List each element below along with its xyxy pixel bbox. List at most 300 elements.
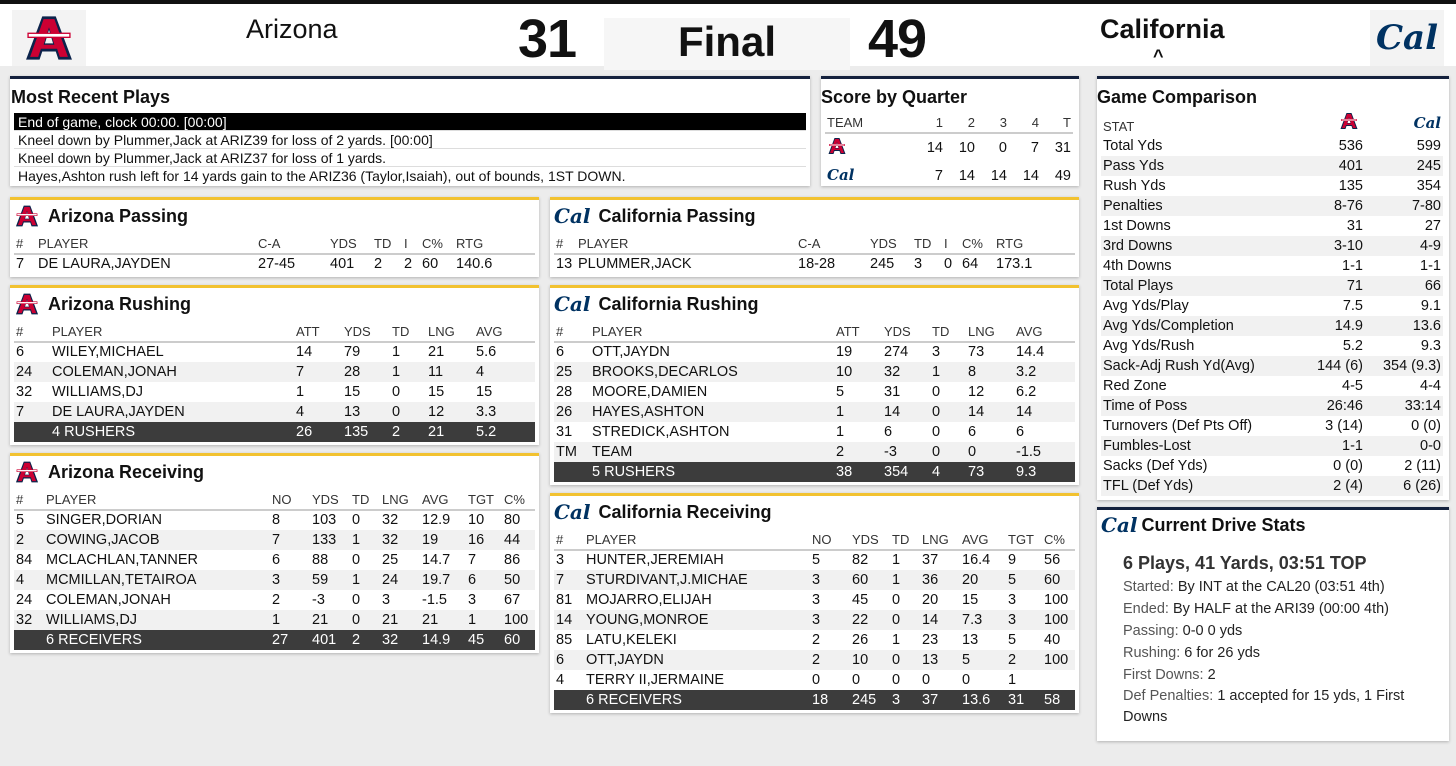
arizona-stat-value: 71	[1283, 276, 1365, 296]
arizona-stat-value: 1-1	[1342, 257, 1363, 274]
player-name[interactable]: YOUNG,MONROE	[584, 610, 810, 630]
stat-name: 4th Downs	[1103, 257, 1172, 274]
score-by-quarter-title: Score by Quarter	[821, 87, 968, 107]
total-cell: 38	[834, 462, 882, 482]
cal-logo-icon: Cal	[554, 204, 591, 228]
col-header: #	[554, 234, 576, 254]
section-title: Arizona Rushing	[48, 294, 191, 314]
stat-cell: 6	[554, 650, 584, 670]
section-title: Arizona Receiving	[48, 462, 205, 482]
arizona-stat-value: 5.2	[1342, 337, 1363, 354]
stat-name: 1st Downs	[1103, 217, 1171, 234]
stat-cell: 88	[312, 551, 329, 568]
play-item[interactable]: End of game, clock 00:00. [00:00]	[14, 113, 806, 131]
stat-name: Avg Yds/Play	[1103, 297, 1189, 314]
table-row	[14, 362, 535, 382]
table-row	[14, 590, 535, 610]
california-passing-card	[550, 197, 1079, 277]
col-header: TGT	[1006, 530, 1042, 550]
stat-cell: 15	[428, 383, 445, 400]
comparison-row	[1101, 176, 1443, 196]
drive-first-downs: 2	[1207, 667, 1216, 683]
game-comparison-title: Game Comparison	[1097, 87, 1258, 107]
cal-logo-icon: Cal	[554, 292, 591, 316]
stat-cell: 19	[420, 530, 466, 550]
total-cell: 45	[466, 630, 502, 650]
play-item[interactable]: Kneel down by Plummer,Jack at ARIZ39 for loss of 2 yards. [00:00]	[14, 131, 806, 149]
comparison-row	[1101, 336, 1443, 356]
stat-cell: 0	[922, 671, 931, 688]
arizona-stat-value: 144 (6)	[1283, 356, 1365, 376]
col-header: TGT	[466, 490, 502, 510]
stat-cell: 15	[962, 591, 979, 608]
stat-cell: 0	[932, 423, 941, 440]
california-stat-value: 2 (11)	[1404, 457, 1441, 474]
table-row	[14, 342, 535, 362]
col-header: #	[14, 490, 44, 510]
california-stat-value: 245	[1365, 156, 1443, 176]
stat-cell: 21	[310, 610, 350, 630]
comparison-row	[1101, 356, 1443, 376]
total-cell	[554, 462, 590, 482]
comparison-row	[1101, 436, 1443, 456]
col-header: TD	[930, 322, 966, 342]
stat-cell: 3	[812, 591, 821, 608]
player-name[interactable]: HAYES,ASHTON	[590, 402, 834, 422]
stat-cell: 5	[1006, 570, 1042, 590]
col-header: C-A	[256, 234, 328, 254]
drive-rushing: 6 for 26 yds	[1184, 645, 1261, 661]
total-cell: 60	[502, 630, 535, 650]
total-cell: 245	[850, 690, 890, 710]
player-name[interactable]: STREDICK,ASHTON	[592, 423, 730, 440]
total-cell: 58	[1042, 690, 1075, 710]
away-score: 31	[518, 9, 577, 69]
stat-cell: 5	[836, 383, 845, 400]
quarter-score: 14	[1022, 167, 1039, 184]
total-cell: 26	[294, 422, 342, 442]
col-header: PLAYER	[584, 530, 810, 550]
col-header: PLAYER	[576, 234, 796, 254]
stat-cell: 2	[374, 256, 383, 272]
stat-cell: 1	[836, 423, 845, 440]
stat-cell: 15	[344, 383, 361, 400]
drive-ended: By HALF at the ARI39 (00:00 4th)	[1173, 601, 1390, 617]
stat-name: Total Plays	[1101, 276, 1283, 296]
drive-penalties: 1 accepted for 15 yds, 1 First Downs	[1123, 688, 1405, 725]
col-header: #	[14, 322, 50, 342]
stat-cell: 2	[272, 591, 281, 608]
player-name[interactable]: STURDIVANT,J.MICHAE	[584, 570, 810, 590]
quarter-score: 10	[958, 140, 975, 156]
game-comparison-card	[1097, 76, 1449, 500]
cal-logo-icon: Cal	[1413, 114, 1441, 132]
stat-cell: 401	[330, 256, 355, 272]
player-name[interactable]: PLUMMER,JACK	[578, 256, 692, 272]
player-name[interactable]: COLEMAN,JONAH	[46, 591, 171, 608]
table-row	[14, 254, 535, 274]
comparison-row	[1101, 416, 1443, 436]
col-header: AVG	[474, 322, 535, 342]
drive-passing: 0-0 0 yds	[1182, 623, 1243, 639]
stat-cell: 7.3	[960, 610, 1006, 630]
col-header: C%	[960, 234, 994, 254]
table-row	[554, 610, 1075, 630]
stat-cell: 0	[392, 383, 401, 400]
stat-cell: 40	[1044, 631, 1061, 648]
col-header: C-A	[796, 234, 868, 254]
stat-cell: 10	[834, 362, 882, 382]
stat-cell: 8	[966, 362, 1014, 382]
section-title: California Rushing	[598, 294, 759, 314]
stats-table	[14, 490, 535, 650]
table-row	[14, 570, 535, 590]
stat-cell: 0	[962, 671, 971, 688]
stat-name: Sack-Adj Rush Yd(Avg)	[1101, 356, 1283, 376]
table-row	[14, 530, 535, 550]
player-name[interactable]: MCLACHLAN,TANNER	[46, 551, 199, 568]
stat-cell: 100	[1044, 591, 1069, 608]
comparison-row	[1101, 156, 1443, 176]
col-header: YDS	[342, 322, 390, 342]
stat-cell: 64	[962, 256, 979, 272]
stat-cell: 1	[270, 610, 310, 630]
quarter-score: 14	[958, 167, 975, 184]
stat-cell: 1	[296, 383, 305, 400]
col-header: TD	[372, 234, 402, 254]
col-header: TD	[912, 234, 942, 254]
stat-cell: 0	[890, 650, 920, 670]
california-rushing-card	[550, 285, 1079, 485]
arizona-rushing-card	[10, 285, 539, 445]
stat-cell: 32	[380, 530, 420, 550]
stat-name: Sacks (Def Yds)	[1103, 457, 1208, 474]
california-stat-value: 9.3	[1420, 337, 1441, 354]
stat-cell: 37	[922, 552, 939, 568]
col-header: ATT	[294, 322, 342, 342]
player-name[interactable]: HUNTER,JEREMIAH	[586, 552, 724, 568]
player-name[interactable]: MOORE,DAMIEN	[592, 383, 708, 400]
stat-cell: 6.2	[1016, 383, 1037, 400]
stat-cell: 5.6	[476, 344, 497, 360]
total-cell: 401	[310, 630, 350, 650]
col-header: YDS	[328, 234, 372, 254]
stat-cell: 14	[882, 402, 930, 422]
stat-cell: 81	[556, 591, 573, 608]
player-name[interactable]: COLEMAN,JONAH	[50, 362, 294, 382]
stat-cell: 12	[426, 402, 474, 422]
game-status: Final	[604, 18, 850, 70]
col-header: LNG	[966, 322, 1014, 342]
col-header: STAT	[1103, 119, 1135, 134]
stat-cell: 4	[474, 362, 535, 382]
col-header: PLAYER	[590, 322, 834, 342]
stat-cell: 12.9	[422, 512, 451, 528]
player-name[interactable]: SINGER,DORIAN	[46, 512, 163, 528]
stat-cell: 133	[310, 530, 350, 550]
stat-cell: -1.5	[422, 591, 447, 608]
col-header: 1	[913, 113, 945, 133]
col-header: #	[554, 530, 584, 550]
cal-logo-icon: Cal	[1101, 513, 1138, 537]
table-row	[554, 402, 1075, 422]
quarter-score: 0	[998, 140, 1007, 156]
stat-name: Fumbles-Lost	[1101, 436, 1283, 456]
quarter-score: 14	[926, 140, 943, 156]
play-item[interactable]: Hayes,Ashton rush left for 14 yards gain to the ARIZ36 (Taylor,Isaiah), out of bounds, 1ST DOWN.	[18, 168, 626, 184]
total-cell: 21	[426, 422, 474, 442]
quarter-score: 7	[1030, 140, 1039, 156]
col-header: NO	[810, 530, 850, 550]
stat-cell: 26	[554, 402, 590, 422]
stat-cell: 20	[960, 570, 1006, 590]
stat-cell: 0	[930, 402, 966, 422]
stat-cell: -1.5	[1014, 442, 1075, 462]
stat-cell: 15	[476, 383, 493, 400]
drive-started: By INT at the CAL20 (03:51 4th)	[1177, 579, 1385, 595]
player-name[interactable]: MCMILLAN,TETAIROA	[44, 570, 270, 590]
stat-cell: 21	[428, 344, 445, 360]
col-header: RTG	[454, 234, 535, 254]
total-cell: 2	[350, 630, 380, 650]
table-row	[14, 382, 535, 402]
col-header: NO	[270, 490, 310, 510]
california-stat-value: 66	[1365, 276, 1443, 296]
play-item[interactable]: Kneel down by Plummer,Jack at ARIZ37 for loss of 1 yards.	[14, 149, 806, 167]
stat-cell: 16.4	[962, 552, 991, 568]
stat-cell: 6	[1016, 423, 1025, 440]
stat-cell: 100	[1042, 610, 1075, 630]
stat-cell: 0	[812, 671, 821, 688]
cal-logo-icon[interactable]: Cal	[1370, 10, 1444, 66]
comparison-row	[1101, 136, 1443, 156]
stat-cell: 2	[810, 650, 850, 670]
stat-name: Turnovers (Def Pts Off)	[1103, 417, 1253, 434]
stat-cell: 0	[350, 610, 380, 630]
stat-cell: 3	[932, 344, 941, 360]
recent-plays-title: Most Recent Plays	[11, 87, 171, 107]
totals-row	[554, 690, 1075, 710]
arizona-stat-value: 401	[1283, 156, 1365, 176]
table-row	[554, 550, 1075, 570]
stat-cell: 24	[16, 591, 33, 608]
total-cell: 2	[390, 422, 426, 442]
player-name[interactable]: WILLIAMS,DJ	[44, 610, 270, 630]
player-name[interactable]: MOJARRO,ELIJAH	[586, 591, 712, 608]
stats-table	[554, 530, 1075, 710]
stat-cell: 1	[392, 344, 401, 360]
col-header: C%	[502, 490, 535, 510]
col-header: TD	[350, 490, 380, 510]
total-cell: 6 RECEIVERS	[44, 630, 270, 650]
player-name[interactable]: OTT,JAYDN	[592, 344, 670, 360]
total-cell: 4 RUSHERS	[50, 422, 294, 442]
stat-cell: 2	[812, 631, 821, 648]
player-name[interactable]: OTT,JAYDN	[584, 650, 810, 670]
arizona-logo-icon[interactable]	[12, 10, 86, 66]
player-name[interactable]: DE LAURA,JAYDEN	[38, 256, 171, 272]
california-stat-value: 7-80	[1365, 196, 1443, 216]
stat-name: Rush Yds	[1103, 177, 1166, 194]
california-stat-value: 354 (9.3)	[1365, 356, 1443, 376]
stat-cell: 12	[968, 383, 985, 400]
stat-cell: 6	[272, 551, 281, 568]
california-stat-value: 354	[1416, 177, 1441, 194]
stat-cell: 60	[1042, 570, 1075, 590]
stat-cell: 3.2	[1014, 362, 1075, 382]
stat-cell: 3	[914, 256, 923, 272]
total-cell: 13.6	[960, 690, 1006, 710]
table-row	[554, 362, 1075, 382]
stat-cell: 20	[922, 591, 939, 608]
col-header: PLAYER	[50, 322, 294, 342]
stat-cell: 11	[426, 362, 474, 382]
total-cell: 354	[882, 462, 930, 482]
stat-cell: 9	[1008, 552, 1017, 568]
drive-label: Ended:	[1123, 601, 1169, 617]
arizona-logo-icon	[12, 459, 40, 485]
stat-cell: 44	[502, 530, 535, 550]
drive-summary: 6 Plays, 41 Yards, 03:51 TOP	[1123, 553, 1367, 573]
comparison-row	[1101, 256, 1443, 276]
stat-cell: 50	[502, 570, 535, 590]
arizona-stat-value: 26:46	[1283, 396, 1365, 416]
col-header: YDS	[310, 490, 350, 510]
stat-cell: 45	[852, 591, 869, 608]
stat-cell: 19	[836, 344, 853, 360]
table-row	[554, 670, 1075, 690]
stat-name: 3rd Downs	[1101, 236, 1283, 256]
stat-cell: 13	[920, 650, 960, 670]
drive-details	[1097, 540, 1449, 728]
stat-cell: 73	[968, 344, 985, 360]
stat-cell: 8	[272, 512, 281, 528]
scoreboard-header	[0, 0, 1456, 69]
arizona-stat-value: 31	[1346, 217, 1363, 234]
comparison-row	[1101, 216, 1443, 236]
stat-cell: 7	[270, 530, 310, 550]
stat-cell: 3	[556, 552, 565, 568]
stat-cell: TM	[554, 442, 590, 462]
stat-cell: 32	[16, 383, 33, 400]
col-header: LNG	[920, 530, 960, 550]
stat-cell: 14	[1014, 402, 1075, 422]
stat-cell: 1	[834, 402, 882, 422]
recent-plays-card	[10, 76, 810, 186]
home-team-name[interactable]: California	[1100, 14, 1225, 44]
table-row	[554, 254, 1075, 274]
stat-cell: 23	[922, 631, 939, 648]
table-row	[554, 630, 1075, 650]
table-row	[554, 382, 1075, 402]
totals-row	[14, 630, 535, 650]
player-name[interactable]: COWING,JACOB	[44, 530, 270, 550]
stat-cell: 0	[932, 383, 941, 400]
col-header: TD	[390, 322, 426, 342]
california-stat-value: 13.6	[1365, 316, 1443, 336]
player-name[interactable]: DE LAURA,JAYDEN	[50, 402, 294, 422]
stat-cell: 3	[1008, 591, 1017, 608]
arizona-logo-icon	[12, 291, 40, 317]
stat-cell: 1	[1008, 671, 1017, 688]
col-header: PLAYER	[36, 234, 256, 254]
stat-cell: 60	[422, 256, 439, 272]
player-name[interactable]: BROOKS,DECARLOS	[590, 362, 834, 382]
total-cell	[14, 630, 44, 650]
stat-cell: 0	[966, 442, 1014, 462]
stat-cell: 7	[468, 551, 477, 568]
drive-label: Def Penalties:	[1123, 688, 1214, 704]
stat-cell: 0	[944, 256, 953, 272]
arizona-stat-value: 4-5	[1342, 377, 1363, 394]
stat-cell: 7	[14, 402, 50, 422]
player-name[interactable]: TEAM	[590, 442, 834, 462]
total-cell: 32	[380, 630, 420, 650]
player-name[interactable]: TERRY II,JERMAINE	[586, 671, 725, 688]
stat-cell: 24	[380, 570, 420, 590]
stat-cell: 1	[890, 570, 920, 590]
stat-cell: 24	[14, 362, 50, 382]
drive-label: First Downs:	[1123, 667, 1204, 683]
arizona-stat-value: 3-10	[1283, 236, 1365, 256]
stat-cell: 5	[812, 552, 821, 568]
stat-cell: 2	[1006, 650, 1042, 670]
arizona-receiving-card	[10, 453, 539, 653]
away-team-name[interactable]: Arizona	[246, 14, 338, 44]
stat-cell: 6	[16, 344, 25, 360]
stat-cell: -3	[312, 591, 325, 608]
stat-cell: 85	[556, 631, 573, 648]
caret-up-icon[interactable]: ^	[1153, 46, 1164, 66]
stat-cell: 5	[960, 650, 1006, 670]
stat-cell: 3	[270, 570, 310, 590]
player-name[interactable]: LATU,KELEKI	[586, 631, 677, 648]
arizona-stat-value: 2 (4)	[1283, 476, 1365, 496]
california-stat-value: 4-9	[1365, 236, 1443, 256]
quarter-score: 14	[990, 167, 1007, 184]
total-cell: 3	[890, 690, 920, 710]
comparison-row	[1101, 196, 1443, 216]
player-name[interactable]: WILLIAMS,DJ	[52, 383, 144, 400]
stat-cell: 0	[352, 512, 361, 528]
comparison-row	[1101, 316, 1443, 336]
stat-cell: 26	[852, 631, 869, 648]
total-cell: 14.9	[420, 630, 466, 650]
col-header: T	[1041, 113, 1073, 133]
col-header: ATT	[834, 322, 882, 342]
table-row	[554, 590, 1075, 610]
col-header: #	[554, 322, 590, 342]
table-row	[554, 342, 1075, 362]
stats-table	[14, 234, 535, 274]
stat-cell: 7	[554, 570, 584, 590]
stat-cell: 32	[14, 610, 44, 630]
stat-cell: 10	[468, 512, 485, 528]
stat-cell: 1	[350, 530, 380, 550]
stat-name: Red Zone	[1103, 377, 1167, 394]
arizona-stat-value: 14.9	[1283, 316, 1365, 336]
arizona-stat-value: 8-76	[1283, 196, 1365, 216]
stat-cell: 67	[504, 591, 521, 608]
player-name[interactable]: WILEY,MICHAEL	[52, 344, 164, 360]
stat-name: Time of Poss	[1101, 396, 1283, 416]
total-cell	[14, 422, 50, 442]
col-header: C%	[420, 234, 454, 254]
section-title: California Passing	[598, 206, 756, 226]
col-header: 2	[945, 113, 977, 133]
california-receiving-card	[550, 493, 1079, 713]
home-score: 49	[868, 9, 927, 69]
